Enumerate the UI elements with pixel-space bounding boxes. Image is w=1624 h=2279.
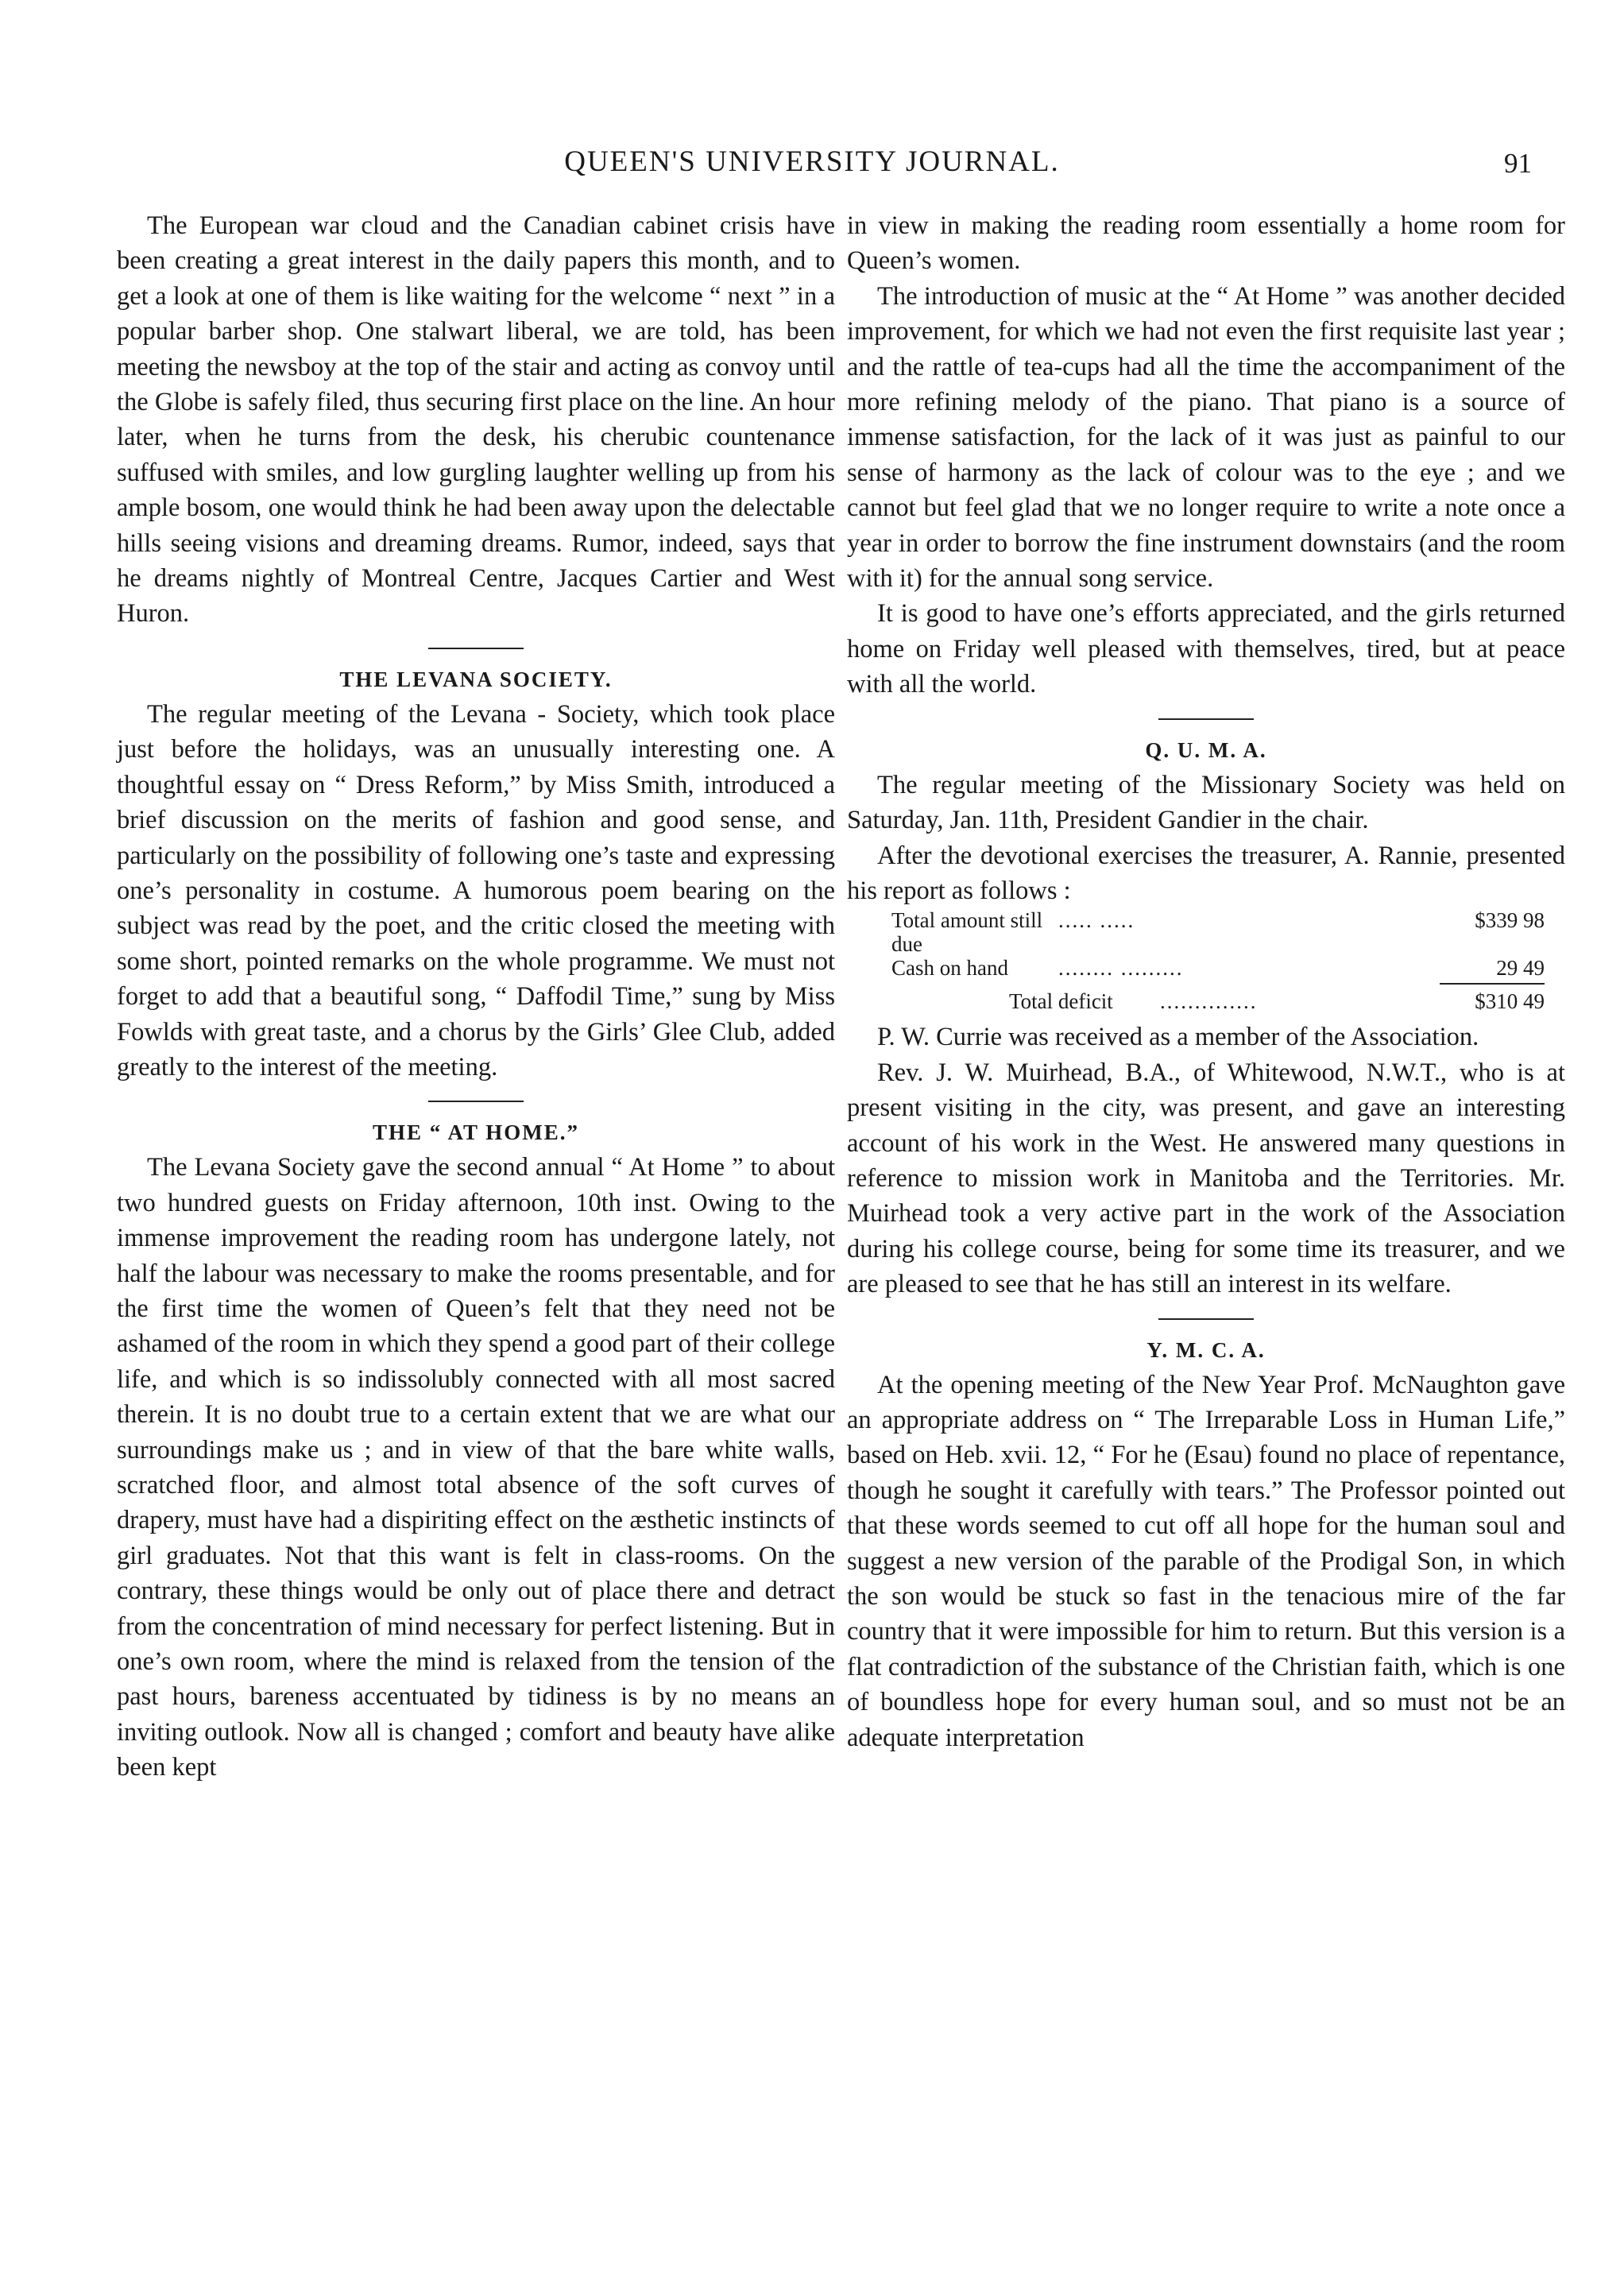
music-paragraph: The introduction of music at the “ At Home ” was another decided improvement, for which we had not even the first requisite last year ; and the rattle of tea-cups had all the time the accompaniment of the more refining melody of the piano. That piano is a source of immense satisfaction, for the lack of it was just as painful to our sense of harmony as the lack of colour was to the eye ; and we cannot but feel glad that we no longer require to write a note once a year in order to borrow the fine instrument downstairs (and the room with it) for the annual song service. — [847, 281, 1565, 594]
section-divider — [428, 648, 524, 649]
leader-dots: ........ ......... — [1058, 956, 1184, 981]
section-divider — [1158, 718, 1254, 720]
right-column — [847, 208, 1565, 1755]
ymca-heading: Y. M. C. A. — [1146, 1337, 1266, 1362]
account-row-cash — [847, 956, 1565, 980]
leader-dots: .............. — [1160, 989, 1258, 1014]
war-cloud-paragraph: The European war cloud and the Canadian cabinet crisis have been creating a great interest in the daily papers this month, and to get a look at one of them is like waiting for the welcome “ next ” in a popular barber shop. One stalwart liberal, we are told, has been meeting the newsboy at the top of the stair and acting as convoy until the Globe is safely filed, thus securing first place on the line. An hour later, when he turns from the desk, his cherubic countenance suffused with smiles, and low gurgling laughter welling up from his ample bosom, one would think he had been away upon the delectable hills seeing visions and dreaming dreams. Rumor, indeed, says that he dreams nightly of Montreal Centre, Jacques Cartier and West Huron. — [117, 211, 835, 629]
account-label: Total deficit — [1009, 989, 1113, 1014]
account-row-total — [847, 989, 1565, 1013]
levana-society-paragraph: The regular meeting of the Levana - Society, which took place just before the holidays, was an unusually interesting one. A thoughtful essay on “ Dress Reform,” by Miss Smith, introduced a brief discussion on the merits of fashion and good sense, and particularly on the possibility of following one’s taste and expressing one’s personality in costume. A humorous poem bearing on the subject was read by the poet, and the critic closed the meeting with some short, pointed remarks on the whole programme. We must not forget to add that a beautiful song, “ Daffodil Time,” sung by Miss Fowlds with great taste, and a chorus by the Girls’ Glee Club, added greatly to the interest of the meeting. — [117, 699, 835, 1081]
sum-rule — [1440, 983, 1545, 985]
leader-dots: ..... ..... — [1058, 908, 1135, 933]
ymca-paragraph: At the opening meeting of the New Year Prof. McNaughton gave an appropriate address on “ The Irreparable Loss in Human Life,” based on Heb. xvii. 12, “ For he (Esau) found no place of repentance, though he sought it carefully with tears.” The Professor pointed out that these words seemed to cut off all hope for the human soul and suggest a new version of the parable of the Prodigal Son, in which the son would be stuck so fast in the tenacious mire of the far country that it were impossible for him to return. But this version is a flat contradiction of the substance of the Christian faith, which is one of boundless hope for every human soul, and so must not be an adequate interpretation — [847, 1370, 1565, 1752]
account-label: Cash on hand — [891, 956, 1008, 981]
account-amount: $310 49 — [1475, 989, 1545, 1014]
appreciation-paragraph: It is good to have one’s efforts appreciated, and the girls returned home on Friday well pleased with themselves, tired, but at peace with all the world. — [847, 599, 1565, 699]
at-home-paragraph: The Levana Society gave the second annual “ At Home ” to about two hundred guests on Friday afternoon, 10th inst. Owing to the immense improvement the reading room has undergone lately, not half the labour was necessary to make the rooms presentable, and for the first time the women of Queen’s felt that they need not be ashamed of the room in which they spend a good part of their college life, and which is so indissolubly connected with all most sacred therein. It is no doubt true to a certain extent that we are what our surroundings make us ; and in view of that the bare white walls, scratched floor, and almost total absence of the soft curves of drapery, must have had a dispiriting effect on the æsthetic instincts of girl graduates. Not that this want is felt in class-rooms. On the contrary, these things would be only out of place there and detract from the concentration of mind necessary for perfect listening. But in one’s own room, where the mind is relaxed from the tension of the past hours, bareness accentuated by tidiness is by no means an inviting outlook. Now all is changed ; comfort and beauty have alike been kept — [117, 1153, 835, 1782]
running-head: QUEEN'S UNIVERSITY JOURNAL. — [564, 145, 1060, 178]
account-amount: $339 98 — [1475, 908, 1545, 933]
qum-member-paragraph: P. W. Currie was received as a member of the Association. — [877, 1023, 1479, 1052]
page-number: 91 — [1504, 148, 1532, 179]
qum-treasurer-paragraph: After the devotional exercises the treasurer, A. Rannie, presented his report as follows : — [847, 841, 1565, 905]
section-divider — [428, 1101, 524, 1102]
account-row-due — [847, 908, 1565, 956]
at-home-continuation: in view in making the reading room essentially a home room for Queen’s women. — [847, 211, 1565, 276]
levana-society-heading: THE LEVANA SOCIETY. — [339, 667, 613, 691]
qum-heading: Q. U. M. A. — [1145, 737, 1267, 762]
at-home-heading: THE “ AT HOME.” — [372, 1120, 580, 1145]
treasurer-report — [847, 908, 1565, 1013]
account-amount: 29 49 — [1496, 956, 1545, 981]
left-column — [117, 208, 835, 1786]
section-divider — [1158, 1318, 1254, 1320]
qum-muirhead-paragraph: Rev. J. W. Muirhead, B.A., of Whitewood, N.W.T., who is at present visiting in the city, was present, and gave an interesting account of his work in the West. He answered many questions in reference to mission work in Manitoba and the Territories. Mr. Muirhead took a very active part in the work of the Association during his college course, being for some time its treasurer, and we are pleased to see that he has still an interest in its welfare. — [847, 1058, 1565, 1299]
qum-meeting-paragraph: The regular meeting of the Missionary Society was held on Saturday, Jan. 11th, President Gandier in the chair. — [847, 770, 1565, 835]
account-label: Total amount still due — [891, 908, 1043, 957]
